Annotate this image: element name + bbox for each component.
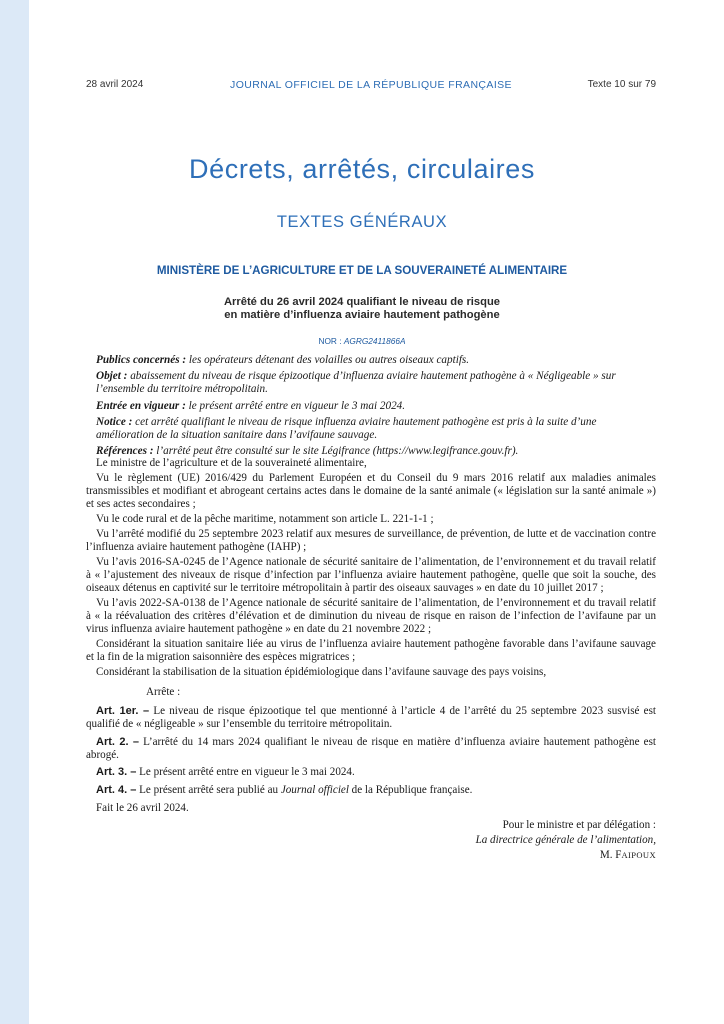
notice-paragraph <box>96 416 656 442</box>
ministry-name: MINISTÈRE DE L’AGRICULTURE ET DE LA SOUVERAINETÉ ALIMENTAIRE <box>156 264 568 277</box>
fait-date: Fait le 26 avril 2024. <box>96 802 189 815</box>
visa-paragraph: Vu l’arrêté modifié du 25 septembre 2023 relatif aux mesures de surveillance, de prévention, de lutte et de vaccination contre l’influenza aviaire hautement pathogène (IAHP) ; <box>86 528 656 553</box>
visa-paragraph: Vu l’avis 2016-SA-0245 de l’Agence nationale de sécurité sanitaire de l’alimentation, de l’environnement et du travail relatif à « l’ajustement des niveaux de risque d’infection par l’influenza aviaire hautement pathogène, quelle que soit la souche, des oiseaux détenus en captivité sur le territoire métropolitain à partir des oiseaux sauvages » en date du 10 juillet 2017 ; <box>86 556 656 594</box>
entree-paragraph <box>96 400 656 413</box>
article-label: Art. 2. – <box>96 735 140 748</box>
document-body <box>86 457 656 817</box>
visa-paragraph: Vu le règlement (UE) 2016/429 du Parlement Européen et du Conseil du 9 mars 2016 relatif aux maladies animales transmissibles et modifiant et abrogeant certains actes dans le domaine de la santé animale (« législation sur la santé animale ») et ses actes secondaires ; <box>86 472 656 510</box>
visa-paragraph: Vu le code rural et de la pêche maritime, notamment son article L. 221-1-1 ; <box>96 512 434 525</box>
text-number: Texte 10 sur 79 <box>587 79 656 90</box>
signature-block <box>380 818 656 863</box>
notice-label: Notice : <box>96 415 133 428</box>
article-text: Le niveau de risque épizootique tel que mentionné à l’article 4 de l’arrêté du 25 septembre 2023 susvisé est qualifié de « négligeable » sur l’ensemble du territoire métropolitain. <box>86 705 656 731</box>
rubric-title: Décrets, arrêtés, circulaires <box>189 154 535 184</box>
notice-text: cet arrêté qualifiant le niveau de risque influenza aviaire hautement pathogène est pris à la suite d’une amélioration de la situation sanitaire dans l’avifaune sauvage. <box>96 415 597 442</box>
signatory-name-initial: M. F <box>599 849 622 861</box>
article-text: de la République française. <box>348 784 473 797</box>
document-title <box>0 296 724 322</box>
article-1 <box>86 705 656 731</box>
considerant-paragraph: Considérant la situation sanitaire liée au virus de l’influenza aviaire hautement pathogène favorable dans l’avifaune sauvage et la fin de la migration saisonnière des espèces migratrices ; <box>86 637 656 663</box>
article-label: Art. 3. – <box>96 766 137 779</box>
summary-block <box>96 354 656 461</box>
nor-value: AGRG2411866A <box>343 336 406 346</box>
signatory-name <box>380 848 656 863</box>
article-text: L’arrêté du 14 mars 2024 qualifiant le niveau de risque en matière d’influenza aviaire hautement pathogène est abrogé. <box>86 735 656 761</box>
signatory-role: La directrice générale de l’alimentation, <box>475 834 656 846</box>
preamble: Le ministre de l’agriculture et de la souveraineté alimentaire, <box>96 457 367 469</box>
publics-text: les opérateurs détenant des volailles ou autres oiseaux captifs. <box>186 354 470 366</box>
article-label: Art. 4. – <box>96 784 137 797</box>
article-label: Art. 1er. – <box>96 705 150 718</box>
arrete-heading: Arrête : <box>146 686 181 699</box>
references-label: Références : <box>96 445 154 458</box>
considerant-paragraph: Considérant la stabilisation de la situation épidémiologique dans l’avifaune sauvage des pays voisins, <box>96 665 547 678</box>
publication-date: 28 avril 2024 <box>86 79 144 90</box>
journal-officiel-mention: Journal officiel <box>280 784 349 797</box>
objet-paragraph <box>96 370 656 396</box>
page-header <box>86 79 656 93</box>
entree-text: le présent arrêté entre en vigueur le 3 mai 2024. <box>185 399 406 412</box>
nor-label: NOR : <box>318 336 344 346</box>
nor-reference <box>0 336 724 346</box>
article-3 <box>86 766 656 779</box>
objet-text: abaissement du niveau de risque épizootique d’influenza aviaire hautement pathogène à « Négligeable » sur l’ensemble du territoire métropolitain. <box>96 370 616 396</box>
article-text: Le présent arrêté entre en vigueur le 3 mai 2024. <box>136 766 355 779</box>
entree-label: Entrée en vigueur : <box>96 399 186 412</box>
section-title: TEXTES GÉNÉRAUX <box>276 213 448 231</box>
references-text: l’arrêté peut être consulté sur le site Légifrance (https://www.legifrance.gouv.fr). <box>153 445 519 458</box>
journal-title: JOURNAL OFFICIEL DE LA RÉPUBLIQUE FRANÇAISE <box>230 79 512 91</box>
article-4 <box>86 784 656 797</box>
publics-label: Publics concernés : <box>96 354 187 366</box>
title-line: en matière d’influenza aviaire hautement pathogène <box>224 309 500 321</box>
title-line: Arrêté du 26 avril 2024 qualifiant le niveau de risque <box>223 296 501 308</box>
signatory-name-rest: AIPOUX <box>621 850 656 860</box>
article-text: Le présent arrêté sera publié au <box>136 784 281 797</box>
publics-paragraph <box>96 354 656 367</box>
article-2 <box>86 736 656 762</box>
objet-label: Objet : <box>96 370 128 383</box>
delegation-line: Pour le ministre et par délégation : <box>502 819 656 831</box>
visa-paragraph: Vu l’avis 2022-SA-0138 de l’Agence nationale de sécurité sanitaire de l’alimentation, de l’environnement et du travail relatif à « la réévaluation des critères d’élévation et de diminution du niveau de risque en raison de l’infection de l’avifaune par un virus influenza aviaire hautement pathogène » en date du 21 novembre 2022 ; <box>86 596 656 635</box>
